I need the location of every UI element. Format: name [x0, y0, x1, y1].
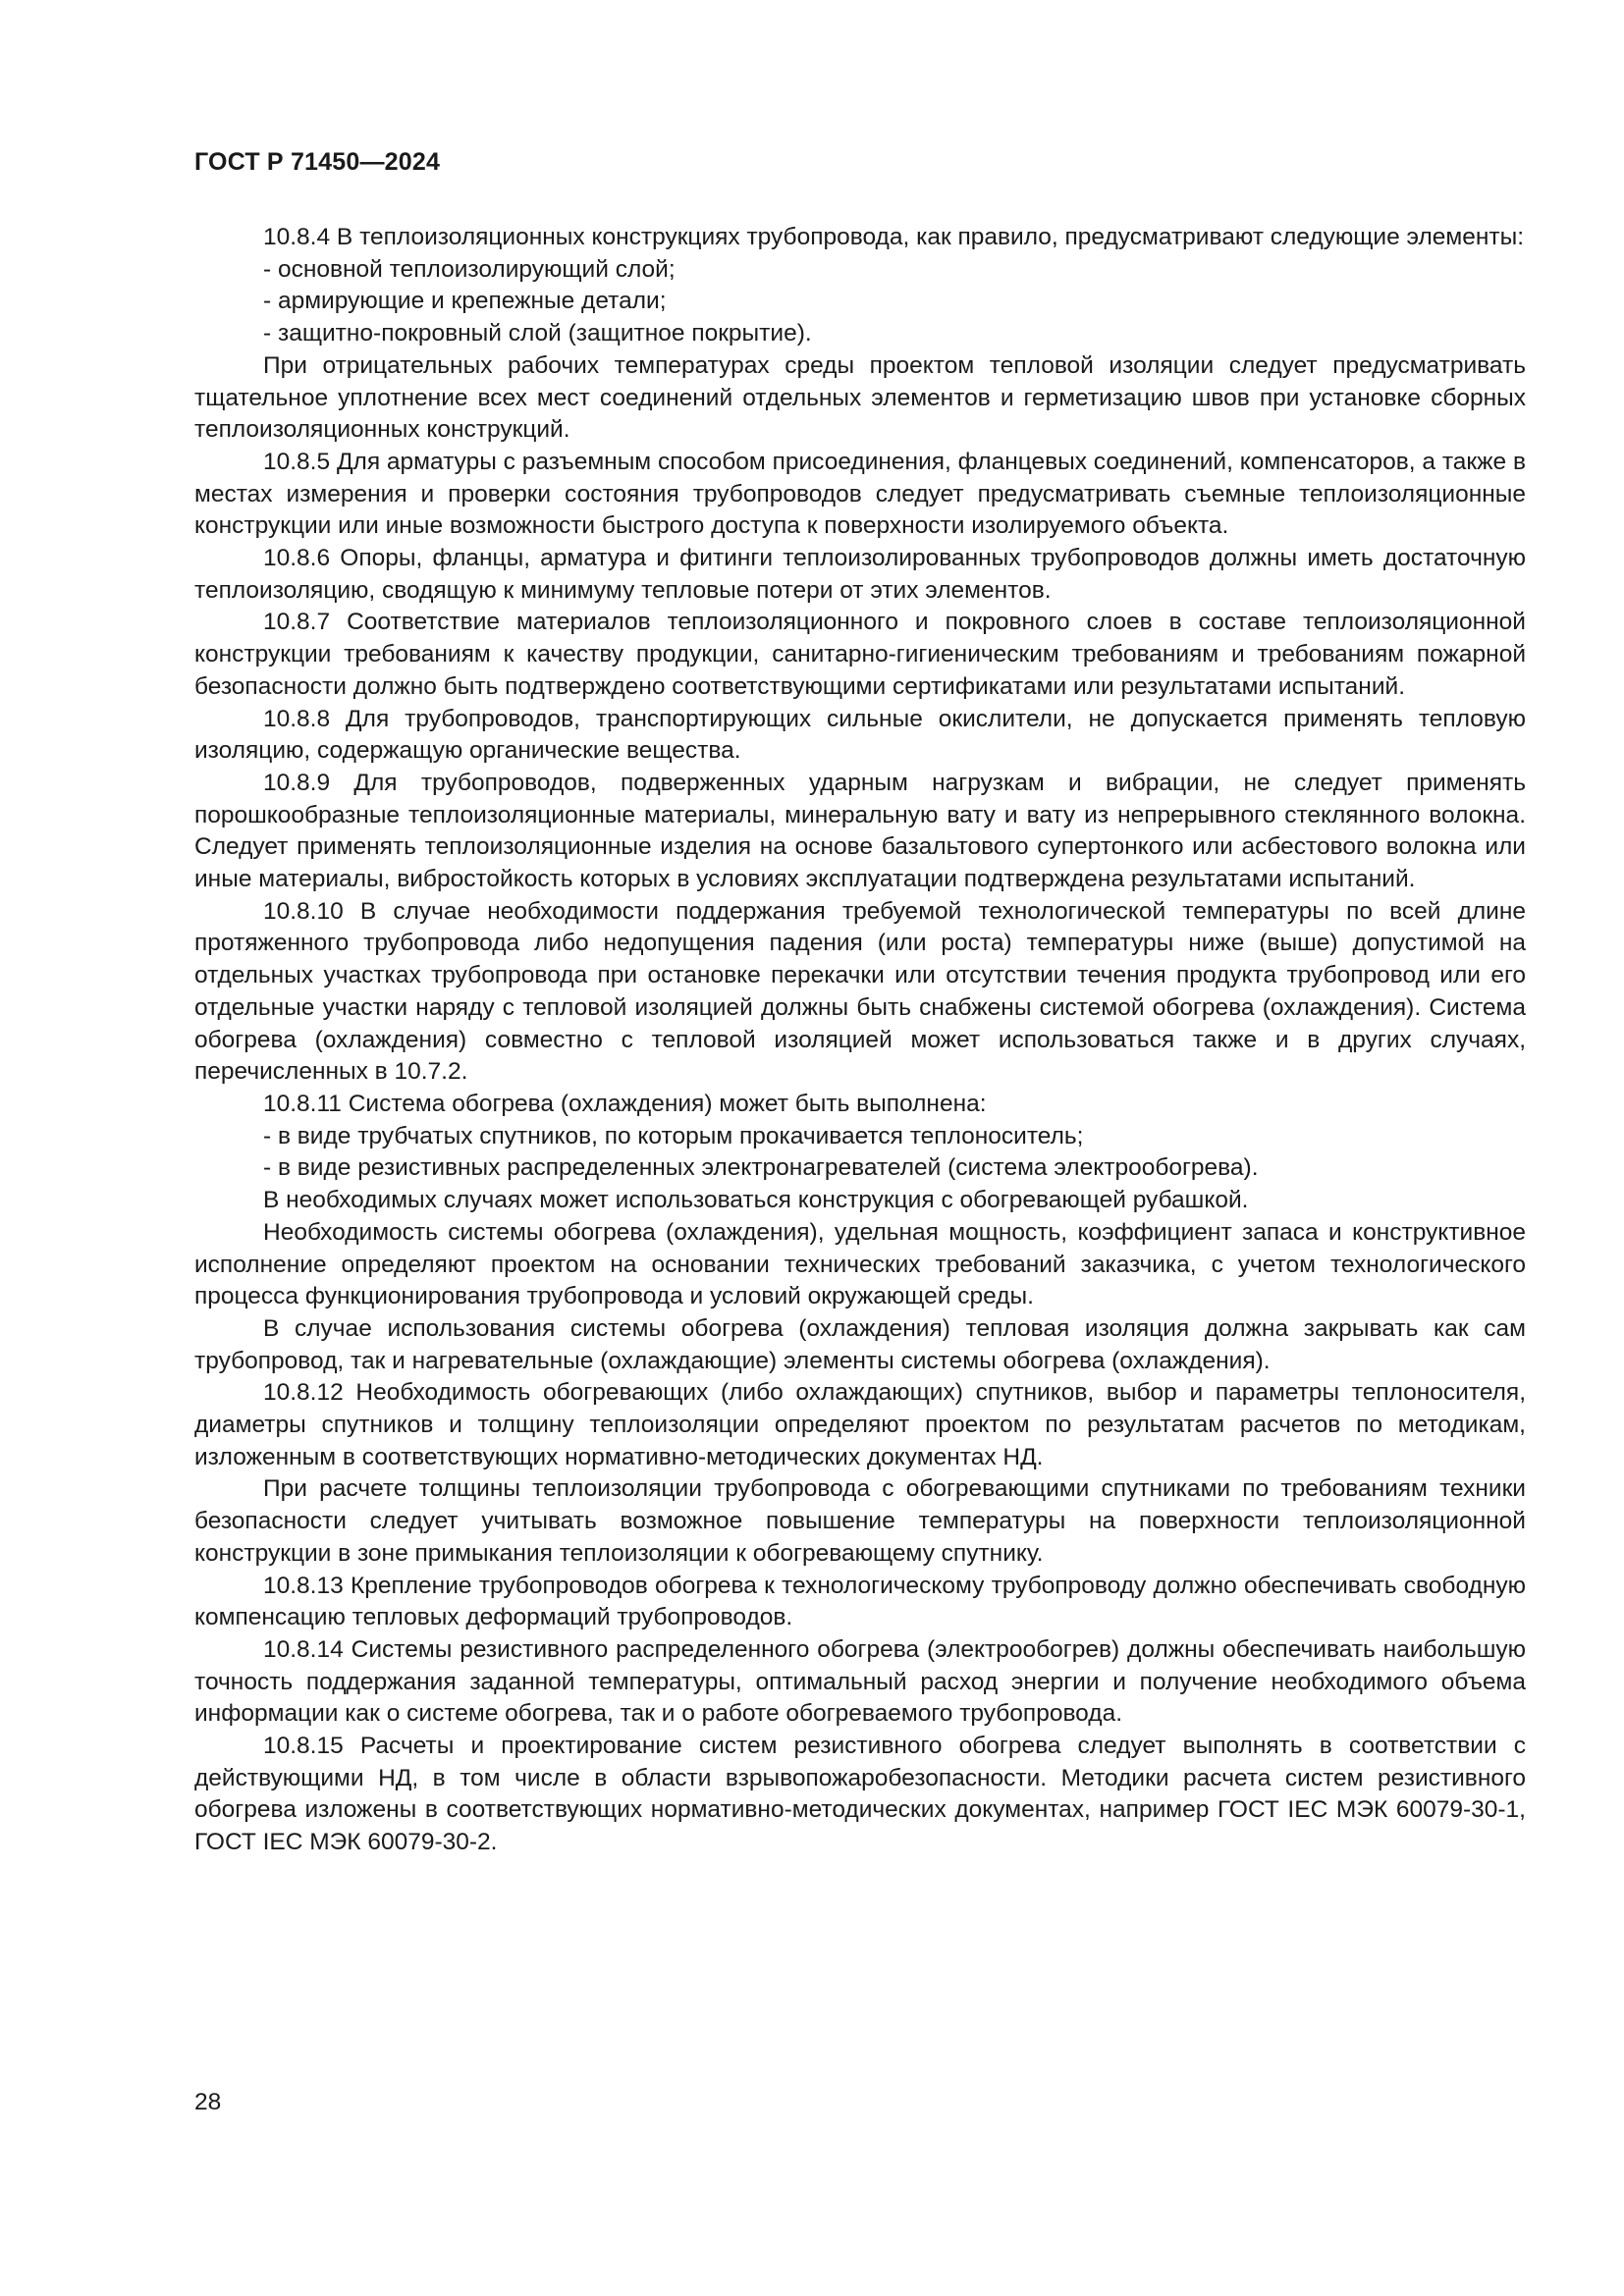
paragraph: 10.8.7 Соответствие материалов теплоизоляционного и покровного слоев в составе теплоизоляционной конструкции требованиям к качеству продукции, санитарно-гигиеническим требованиям и требованиям пожарной безопасности должно быть подтверждено соответствующими сертификатами или результатами испытаний.	[194, 609, 1526, 700]
list-item: - армирующие и крепежные детали;	[263, 288, 667, 315]
paragraph: 10.8.15 Расчеты и проектирование систем резистивного обогрева следует выполнять в соответствии с действующими НД, в том числе в области взрывопожаробезопасности. Методики расчета систем резистивного обогрева изложены в соответствующих нормативно-методических документах, например ГОСТ IEC МЭК 60079-30-1, ГОСТ IEC МЭК 60079-30-2.	[194, 1733, 1526, 1856]
paragraph: 10.8.11 Система обогрева (охлаждения) может быть выполнена:	[263, 1090, 987, 1117]
paragraph: В необходимых случаях может использоваться конструкция с обогревающей рубашкой.	[263, 1187, 1249, 1214]
paragraph: 10.8.4 В теплоизоляционных конструкциях трубопровода, как правило, предусматривают следующие элементы:	[263, 224, 1525, 250]
document-header: ГОСТ Р 71450—2024	[194, 148, 441, 176]
paragraph: В случае использования системы обогрева (охлаждения) тепловая изоляция должна закрывать как сам трубопровод, так и нагревательные (охлаждающие) элементы системы обогрева (охлаждения).	[194, 1314, 1526, 1374]
paragraph: 10.8.5 Для арматуры с разъемным способом присоединения, фланцевых соединений, компенсаторов, а также в местах измерения и проверки состояния трубопроводов следует предусматривать съемные теплоизоляционные конструкции или иные возможности быстрого доступа к поверхности изолируемого объекта.	[194, 448, 1526, 540]
paragraph: При расчете толщины теплоизоляции трубопровода с обогревающими спутниками по требованиям техники безопасности следует учитывать возможное повышение температуры на поверхности теплоизоляционной конструкции в зоне примыкания теплоизоляции к обогревающему спутнику.	[194, 1475, 1526, 1567]
page-number: 28	[194, 2089, 222, 2115]
paragraph: 10.8.14 Системы резистивного распределенного обогрева (электрообогрев) должны обеспечивать наибольшую точность поддержания заданной температуры, оптимальный расход энергии и получение необходимого объема информации как о системе обогрева, так и о работе обогреваемого трубопровода.	[194, 1635, 1526, 1728]
paragraph: 10.8.6 Опоры, фланцы, арматура и фитинги теплоизолированных трубопроводов должны иметь достаточную теплоизоляцию, сводящую к минимуму тепловые потери от этих элементов.	[194, 545, 1526, 604]
paragraph: Необходимость системы обогрева (охлаждения), удельная мощность, коэффициент запаса и конструктивное исполнение определяют проектом на основании технических требований заказчика, с учетом технологического процесса функционирования трубопровода и условий окружающей среды.	[194, 1218, 1526, 1310]
list-item: - основной теплоизолирующий слой;	[263, 255, 676, 283]
document-body	[194, 222, 1526, 1859]
list-item: - в виде резистивных распределенных электронагревателей (система электрообогрева).	[263, 1154, 1259, 1182]
paragraph: 10.8.8 Для трубопроводов, транспортирующих сильные окислители, не допускается применять тепловую изоляцию, содержащую органические вещества.	[194, 705, 1526, 765]
paragraph: 10.8.13 Крепление трубопроводов обогрева к технологическому трубопроводу должно обеспечивать свободную компенсацию тепловых деформаций трубопроводов.	[194, 1572, 1526, 1631]
paragraph: 10.8.9 Для трубопроводов, подверженных ударным нагрузкам и вибрации, не следует применять порошкообразные теплоизоляционные материалы, минеральную вату и вату из непрерывного стеклянного волокна. Следует применять теплоизоляционные изделия на основе базальтового супертонкого или асбестового волокна или иные материалы, вибростойкость которых в условиях эксплуатации подтверждена результатами испытаний.	[194, 769, 1526, 893]
list-item: - в виде трубчатых спутников, по которым прокачивается теплоноситель;	[263, 1122, 1084, 1149]
list-item: - защитно-покровный слой (защитное покрытие).	[263, 320, 812, 347]
paragraph: При отрицательных рабочих температурах среды проектом тепловой изоляции следует предусматривать тщательное уплотнение всех мест соединений отдельных элементов и герметизацию швов при установке сборных теплоизоляционных конструкций.	[194, 351, 1526, 444]
paragraph: 10.8.10 В случае необходимости поддержания требуемой технологической температуры по всей длине протяженного трубопровода либо недопущения падения (или роста) температуры ниже (выше) допустимой на отдельных участках трубопровода при остановке перекачки или отсутствии течения продукта трубопровод или его отдельные участки наряду с тепловой изоляцией должны быть снабжены системой обогрева (охлаждения). Система обогрева (охлаждения) совместно с тепловой изоляцией может использоваться также и в других случаях, перечисленных в 10.7.2.	[194, 897, 1526, 1086]
paragraph: 10.8.12 Необходимость обогревающих (либо охлаждающих) спутников, выбор и параметры теплоносителя, диаметры спутников и толщину теплоизоляции определяют проектом по результатам расчетов по методикам, изложенным в соответствующих нормативно-методических документах НД.	[194, 1379, 1526, 1470]
